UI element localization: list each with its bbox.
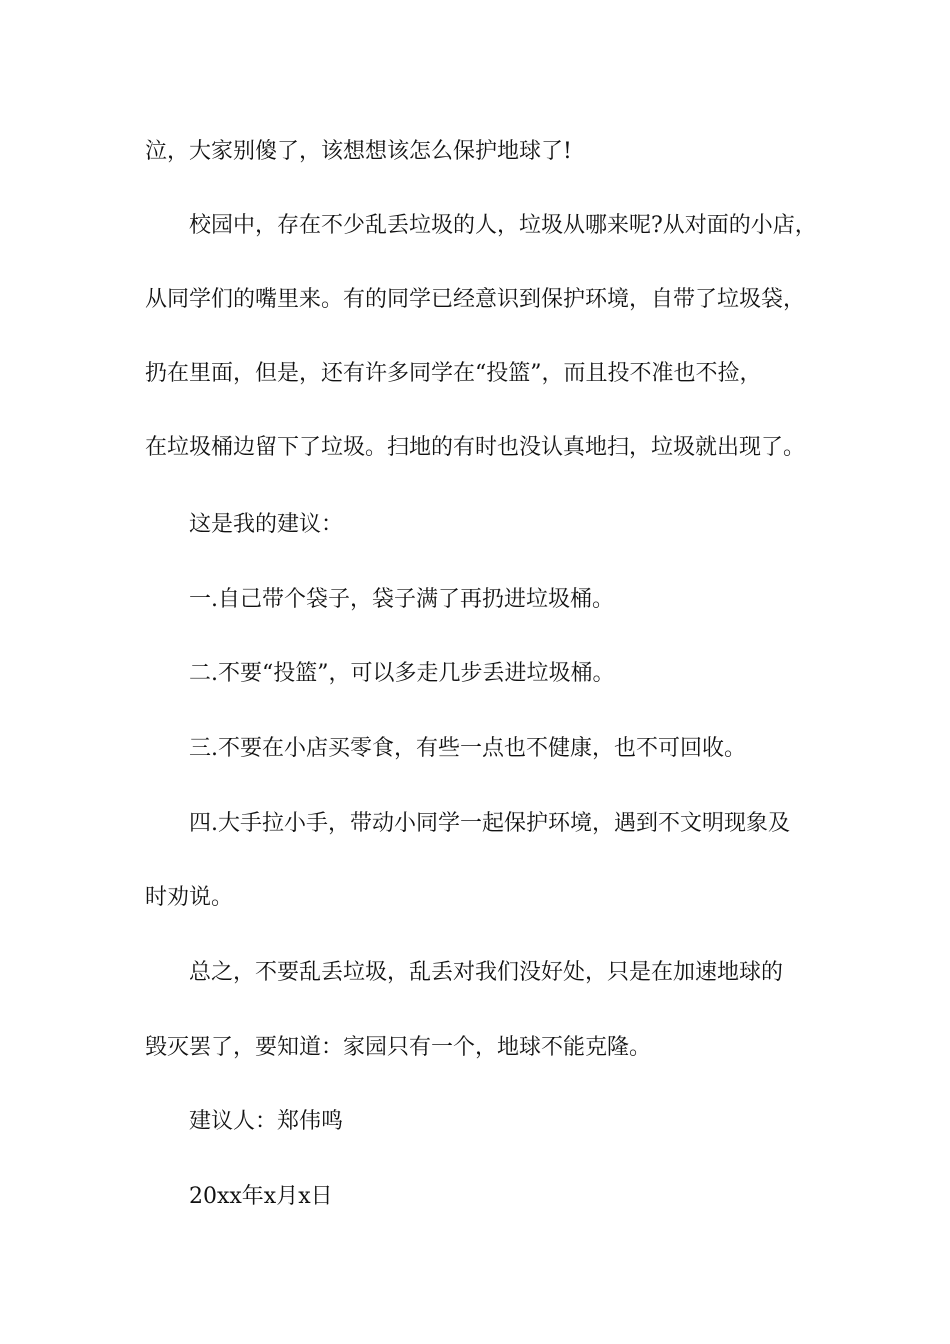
text-line: 扔在里面，但是，还有许多同学在“投篮”，而且投不准也不捡，	[145, 361, 762, 386]
text-line: 在垃圾桶边留下了垃圾。扫地的有时也没认真地扫，垃圾就出现了。	[145, 435, 806, 460]
date-line: 20xx年x月x日	[189, 1184, 333, 1209]
paragraph-line: 校园中，存在不少乱丢垃圾的人，垃圾从哪来呢?从对面的小店，	[189, 213, 817, 238]
list-item: 二.不要“投篮”，可以多走几步丢进垃圾桶。	[189, 661, 615, 686]
text-line: 时劝说。	[145, 885, 234, 910]
list-item: 四.大手拉小手，带动小同学一起保护环境，遇到不文明现象及	[189, 811, 790, 836]
list-item: 一.自己带个袋子，袋子满了再扔进垃圾桶。	[189, 587, 614, 612]
signature-line: 建议人：郑伟鸣	[189, 1109, 344, 1134]
text-line: 泣，大家别傻了，该想想该怎么保护地球了!	[145, 139, 572, 164]
text-line: 从同学们的嘴里来。有的同学已经意识到保护环境，自带了垃圾袋，	[145, 287, 806, 312]
text-line: 毁灭罢了，要知道：家园只有一个，地球不能克隆。	[145, 1035, 652, 1060]
list-item: 三.不要在小店买零食，有些一点也不健康，也不可回收。	[189, 736, 746, 761]
paragraph-line: 总之，不要乱丢垃圾，乱丢对我们没好处，只是在加速地球的	[189, 960, 784, 985]
paragraph-line: 这是我的建议：	[189, 512, 344, 537]
